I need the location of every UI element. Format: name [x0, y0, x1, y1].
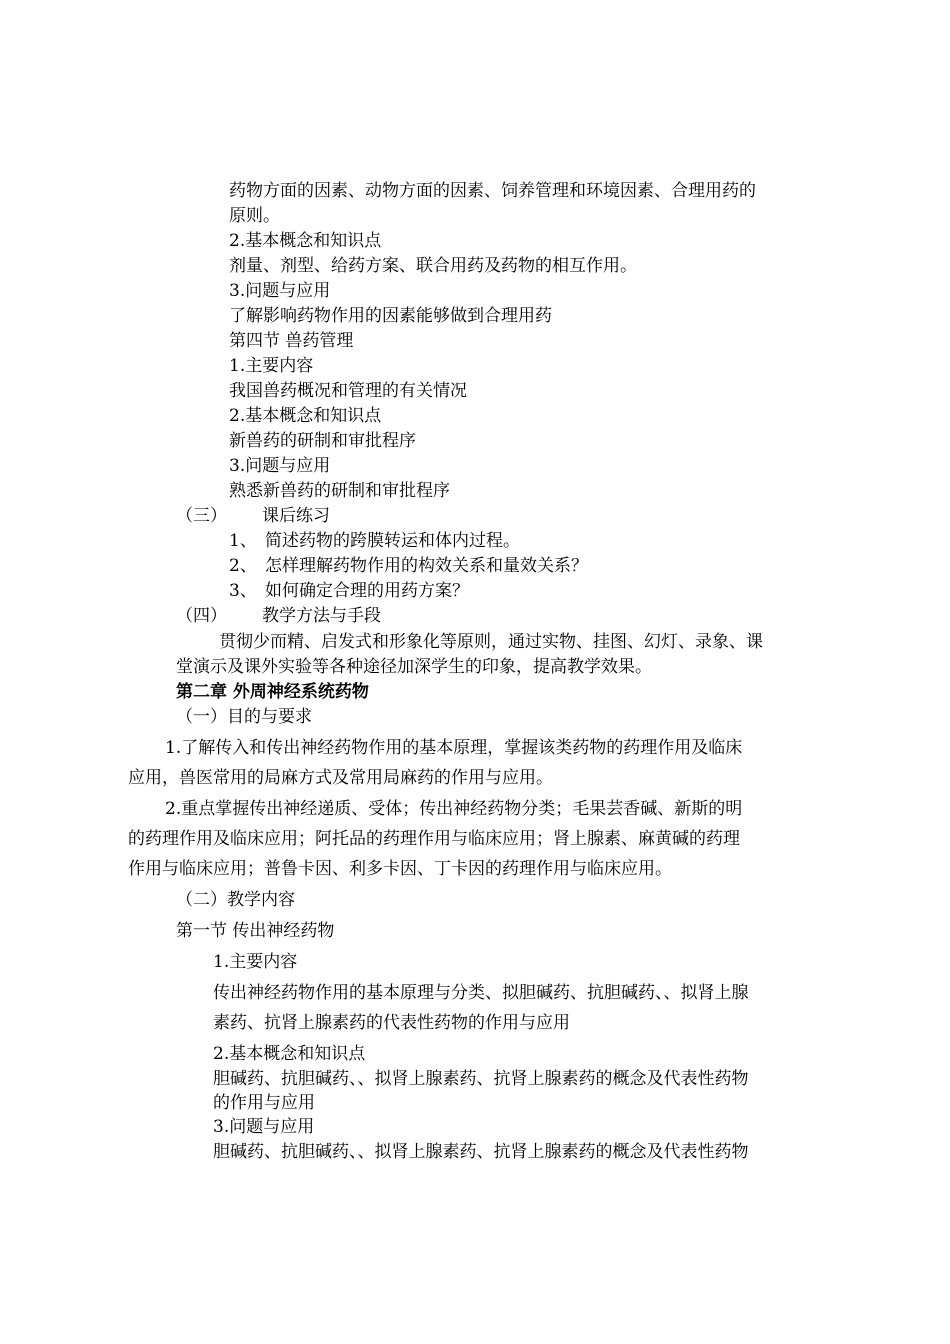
- paragraph-line: 素药、抗肾上腺素药的代表性药物的作用与应用: [213, 1013, 570, 1033]
- paragraph-line: 原则。: [229, 206, 280, 226]
- paragraph-line: 剂量、剂型、给药方案、联合用药及药物的相互作用。: [229, 256, 637, 276]
- paragraph-line: 堂演示及课外实验等各种途径加深学生的印象，提高教学效果。: [176, 657, 652, 677]
- list-text: 简述药物的跨膜转运和体内过程。: [265, 531, 520, 551]
- paragraph-line: 的药理作用及临床应用；阿托品的药理作用与临床应用；肾上腺素、麻黄碱的药理: [128, 829, 740, 849]
- paragraph-line: 传出神经药物作用的基本原理与分类、拟胆碱药、抗胆碱药、、拟肾上腺: [213, 983, 749, 1003]
- paragraph-line: 的作用与应用: [213, 1093, 315, 1113]
- outline-label: （三）: [176, 506, 227, 526]
- subheading: 2.基本概念和知识点: [229, 231, 382, 251]
- section-heading: 第四节 兽药管理: [229, 331, 354, 351]
- subheading: 2.基本概念和知识点: [213, 1044, 366, 1064]
- subheading: 1.主要内容: [229, 356, 314, 376]
- paragraph-line: 作用与临床应用；普鲁卡因、利多卡因、丁卡因的药理作用与临床应用。: [128, 859, 672, 879]
- outline-title: 课后练习: [262, 506, 330, 526]
- chapter-heading: 第二章 外周神经系统药物: [176, 682, 369, 702]
- paragraph-line: 1.了解传入和传出神经药物作用的基本原理，掌握该类药物的药理作用及临床: [165, 738, 743, 758]
- section-heading: 第一节 传出神经药物: [176, 921, 335, 941]
- list-item: [229, 530, 520, 552]
- paragraph-line: 药物方面的因素、动物方面的因素、饲养管理和环境因素、合理用药的: [229, 181, 756, 201]
- outline-title: 教学方法与手段: [262, 606, 381, 626]
- list-number: 2、: [229, 556, 257, 576]
- list-text: 如何确定合理的用药方案？: [265, 581, 469, 601]
- outline-heading: （一）目的与要求: [176, 707, 312, 727]
- subheading: 2.基本概念和知识点: [229, 406, 382, 426]
- paragraph-line: 我国兽药概况和管理的有关情况: [229, 381, 467, 401]
- outline-heading: [176, 505, 330, 527]
- list-text: 怎样理解药物作用的构效关系和量效关系？: [265, 556, 588, 576]
- outline-heading: [176, 605, 381, 627]
- subheading: 3.问题与应用: [213, 1117, 315, 1137]
- subheading: 3.问题与应用: [229, 281, 331, 301]
- paragraph-line: 了解影响药物作用的因素能够做到合理用药: [229, 306, 552, 326]
- outline-heading: （二）教学内容: [176, 890, 295, 910]
- paragraph-line: 新兽药的研制和审批程序: [229, 431, 416, 451]
- paragraph-line: 贯彻少而精、启发式和形象化等原则，通过实物、挂图、幻灯、录象、课: [219, 632, 763, 652]
- paragraph-line: 熟悉新兽药的研制和审批程序: [229, 481, 450, 501]
- outline-label: （四）: [176, 606, 227, 626]
- subheading: 3.问题与应用: [229, 456, 331, 476]
- paragraph-line: 胆碱药、抗胆碱药、、拟肾上腺素药、抗肾上腺素药的概念及代表性药物: [213, 1069, 749, 1089]
- paragraph-line: 胆碱药、抗胆碱药、、拟肾上腺素药、抗肾上腺素药的概念及代表性药物: [213, 1142, 749, 1162]
- list-item: [229, 580, 469, 602]
- paragraph-line: 2.重点掌握传出神经递质、受体；传出神经药物分类；毛果芸香碱、新斯的明: [165, 799, 743, 819]
- subheading: 1.主要内容: [213, 952, 298, 972]
- list-item: [229, 555, 588, 577]
- list-number: 3、: [229, 581, 257, 601]
- list-number: 1、: [229, 531, 257, 551]
- paragraph-line: 应用，兽医常用的局麻方式及常用局麻药的作用与应用。: [128, 768, 553, 788]
